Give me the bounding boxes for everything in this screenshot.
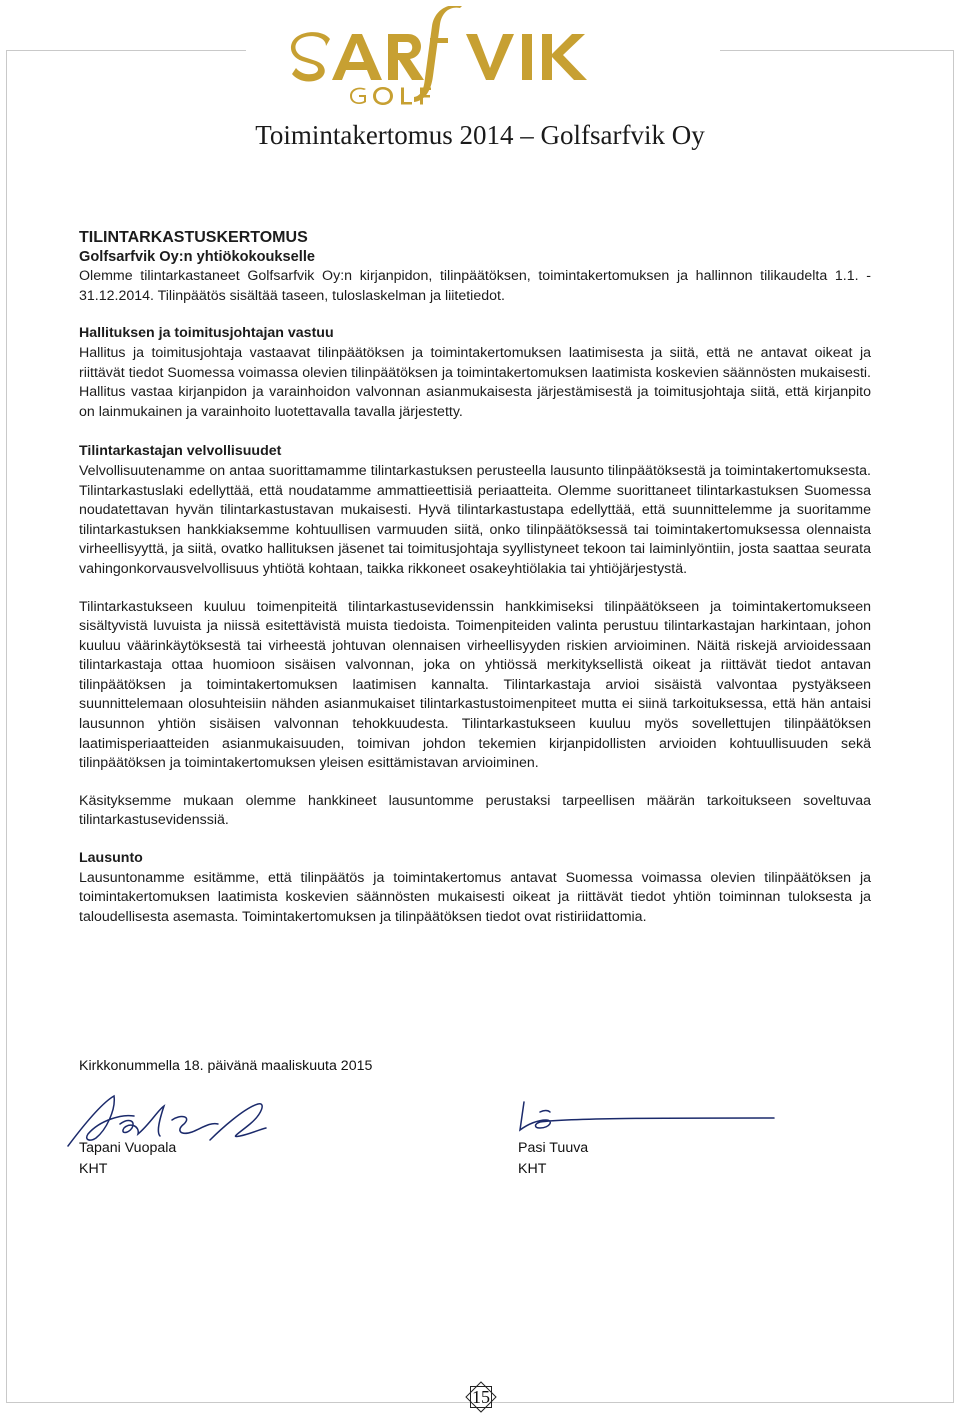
signer-block xyxy=(79,1138,176,1180)
signer-title: KHT xyxy=(518,1161,547,1177)
signer-name: Tapani Vuopala xyxy=(79,1140,177,1156)
auditor-duties-text-3: Käsityksemme mukaan olemme hankkineet lausuntomme perustaksi tarpeellisen määrän tarkoitukseen soveltuvaa tilintarkastusevidenssiä. xyxy=(79,792,871,829)
auditor-duties-text-2: Tilintarkastukseen kuuluu toimenpiteitä tilintarkastusevidenssin hankkimiseksi tilinpäätökseen ja toimintakertomukseen sisältyvistä luvuista ja niissä esitettävistä muista tiedoista. Toimenpiteiden valinta perustuu tilintarkastajan harkintaan, johon kuuluu väärinkäytöksestä tai virheestä johtuvan olennaisen virheellisyyden riskien arvioiminen. Näitä riskejä arvioidessaan tilintarkastaja ottaa huomioon sisäisen valvonnan, joka on yhtiössä merkityksellistä oikeat ja riittävät tiedot antavan tilinpäätöksen ja toimintakertomuksen laatimisen kannalta. Tilintarkastaja arvioi sisäistä valvontaa pystyäkseen suunnittelemaan olosuhteisiin nähden asianmukaiset tilintarkastustoimenpiteet mutta ei siinä tarkoituksessa, että hän antaisi lausunnon yhtiön sisäisen valvonnan tehokkuudesta. Tilintarkastukseen kuuluu myös sovellettujen tilinpäätöksen laatimisperiaatteiden asianmukaisuuden, toimivan johdon tekemien kirjanpidollisten arvioiden kohtuullisuuden sekä tilinpäätöksen ja toimintakertomuksen yleisen esittämistavan arvioiminen. xyxy=(79,598,871,772)
place-and-date: Kirkkonummella 18. päivänä maaliskuuta 2015 xyxy=(79,1058,373,1074)
board-responsibility-text: Hallitus ja toimitusjohtaja vastaavat tilinpäätöksen ja toimintakertomuksen laatimisesta ja siitä, että ne antavat oikeat ja riittävät tiedot Suomessa voimassa olevien tilinpäätöksen ja toimintakertomuksen laatimista koskevien säännösten mukaisesti. Hallitus vastaa kirjanpidon ja varainhoidon valvonnan asianmukaisesta järjestämisestä ja toimitusjohtaja siitä, että kirjanpito on lainmukainen ja varainhoito luotettavalla tavalla järjestetty. xyxy=(79,344,871,420)
page-number: 15 xyxy=(472,1387,490,1407)
opinion-text: Lausuntonamme esitämme, että tilinpäätös ja toimintakertomus antavat Suomessa voimassa olevien tilinpäätöksen ja toimintakertomuksen laatimista koskevien säännösten mukaisesti oikeat ja riittävät tiedot yhtiön toiminnan tuloksesta ja taloudellisesta asemasta. Toimintakertomuksen ja tilinpäätöksen tiedot ovat ristiriidattomia. xyxy=(79,869,871,925)
signer-block xyxy=(518,1138,588,1180)
page-number-badge xyxy=(465,1381,497,1413)
report-recipient: Golfsarfvik Oy:n yhtiökokoukselle xyxy=(79,248,316,265)
signer-title: KHT xyxy=(79,1161,108,1177)
auditor-duties-heading: Tilintarkastajan velvollisuudet xyxy=(79,443,282,460)
audit-report xyxy=(79,228,871,927)
report-heading: TILINTARKASTUSKERTOMUS xyxy=(79,229,308,246)
board-responsibility-heading: Hallituksen ja toimitusjohtajan vastuu xyxy=(79,325,334,342)
auditor-duties-text-1: Velvollisuutenamme on antaa suorittamamme tilintarkastuksen perusteella lausunto tilinpäätöksestä ja toimintakertomuksesta. Tilintarkastuslaki edellyttää, että noudatamme ammattieettisiä periaatteita. Olemme suorittaneet tilintarkastuksen Suomessa noudatettavan hyvän tilintarkastustavan mukaisesti. Hyvä tilintarkastustapa edellyttää, että suunnittelemme ja suoritamme tilintarkastuksen hankkiaksemme kohtuullisen varmuuden siitä, onko tilinpäätöksessä tai toimintakertomuksessa olennaista virheellisyyttä, ja siitä, ovatko hallituksen jäsenet tai toimitusjohtaja syyllistyneet tekoon tai laiminlyöntiin, josta saattaa seurata vahingonkorvausvelvollisuus yhtiötä kohtaan, taikka rikkoneet osakeyhtiölakia tai yhtiöjärjestystä. xyxy=(79,462,871,577)
signer-name: Pasi Tuuva xyxy=(518,1140,589,1156)
report-intro: Olemme tilintarkastaneet Golfsarfvik Oy:n kirjanpidon, tilinpäätöksen, toimintakertomuksen ja hallinnon tilikaudelta 1.1. - 31.12.2014. Tilinpäätös sisältää taseen, tuloslaskelman ja liitetiedot. xyxy=(79,268,871,304)
opinion-heading: Lausunto xyxy=(79,850,143,867)
signature-tuuva xyxy=(510,1096,780,1136)
sarfvik-golf-logo xyxy=(290,6,670,106)
document-title: Toimintakertomus 2014 – Golfsarfvik Oy xyxy=(255,120,705,150)
